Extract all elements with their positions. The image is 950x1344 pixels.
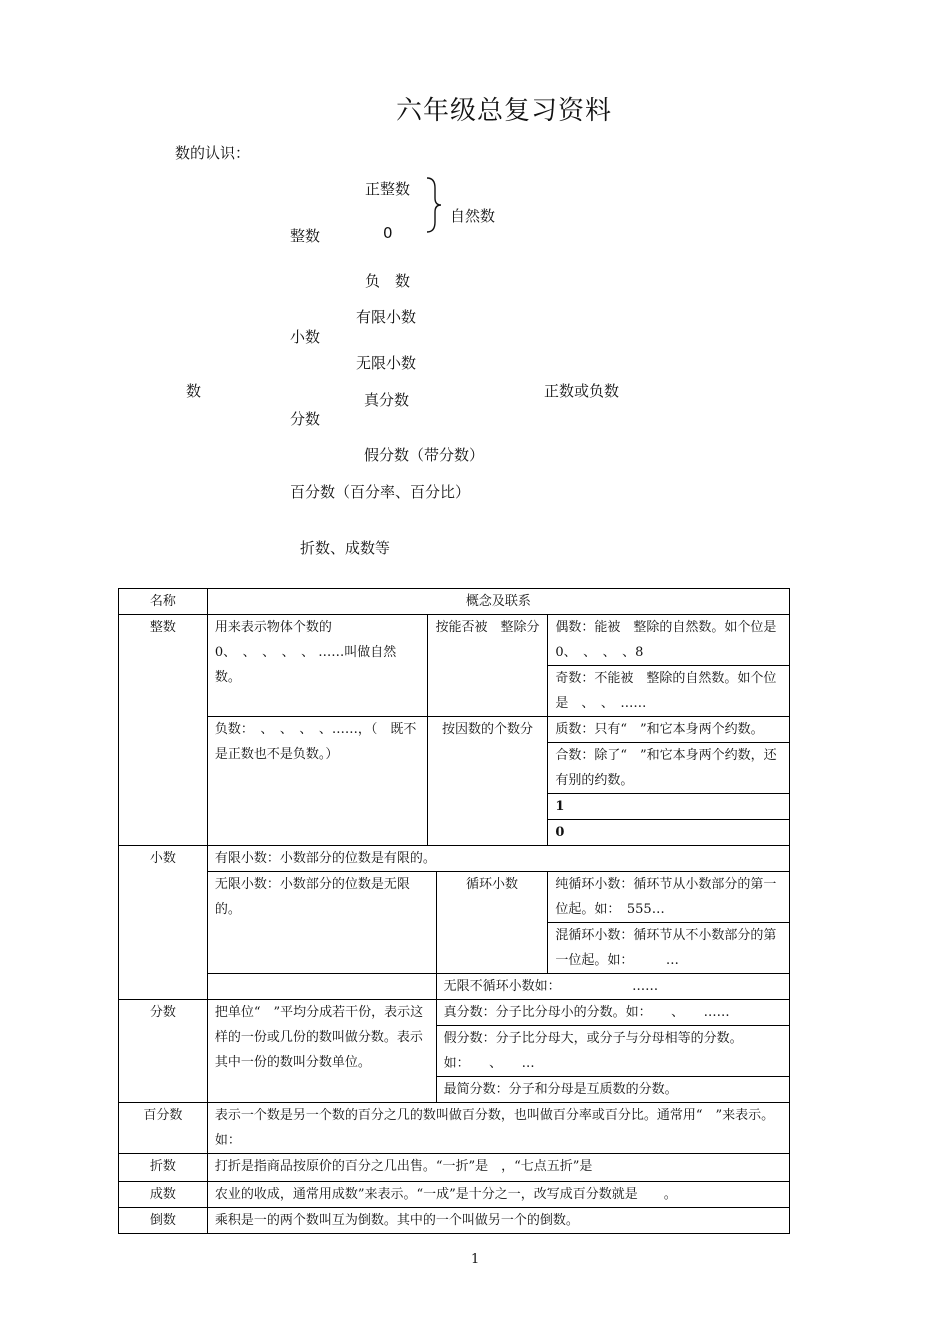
tree-infinite-decimal: 无限小数 — [356, 354, 417, 372]
simplest-fraction-def: 最简分数：分子和分母是互质数的分数。 — [436, 1077, 789, 1103]
pure-cyclic-def: 纯循环小数：循环节从小数部分的第一位起。如： 555… — [548, 872, 790, 923]
row-reciprocal-name: 倒数 — [119, 1208, 208, 1234]
by-factor-count: 按因数的个数分 — [427, 717, 548, 846]
tree-zero: 0 — [383, 224, 393, 242]
composite-def: 合数：除了“ ”和它本身两个约数，还有别的约数。 — [548, 743, 790, 794]
row-decimal-name: 小数 — [119, 846, 208, 1000]
concept-table — [118, 588, 790, 1234]
tree-pos-neg: 正数或负数 — [544, 382, 620, 400]
tree-natural: 自然数 — [450, 207, 496, 225]
cheng-def: 农业的收成，通常用成数”来表示。“一成”是十分之一，改写成百分数就是 。 — [207, 1182, 789, 1208]
tree-percent: 百分数（百分率、百分比） — [290, 483, 471, 501]
infinite-decimal-def: 无限小数：小数部分的位数是无限的。 — [207, 872, 436, 974]
percent-def: 表示一个数是另一个数的百分之几的数叫做百分数，也叫做百分率或百分比。通常用“ ”来表示。如： — [207, 1103, 789, 1154]
improper-fraction-def: 假分数：分子比分母大，或分子与分母相等的分数。如： 、 … — [436, 1026, 789, 1077]
brace-icon — [424, 176, 442, 234]
tree-proper: 真分数 — [364, 391, 410, 409]
finite-decimal-def: 有限小数：小数部分的位数是有限的。 — [207, 846, 789, 872]
tree-decimal: 小数 — [290, 328, 321, 346]
tree-positive-integer: 正整数 — [365, 180, 411, 198]
natural-def: 用来表示物体个数的0、 、 、 、 、 ……叫做自然数。 — [207, 615, 427, 717]
tree-negative: 负 数 — [365, 272, 411, 290]
fraction-def: 把单位“ ”平均分成若干份，表示这样的一份或几份的数叫做分数。表示其中一份的数叫分数单位。 — [207, 1000, 436, 1103]
tree-integer: 整数 — [290, 227, 321, 245]
tree-root: 数 — [186, 382, 202, 400]
tree-fraction: 分数 — [290, 410, 321, 428]
noncyclic-def: 无限不循环小数如： …… — [436, 974, 789, 1000]
mixed-cyclic-def: 混循环小数：循环节从不小数部分的第一位起。如： … — [548, 923, 790, 974]
section-heading: 数的认识： — [175, 144, 251, 162]
negative-def: 负数： 、 、 、 、……，（ 既不是正数也不是负数。） — [207, 717, 427, 846]
tree-improper: 假分数（带分数） — [364, 446, 485, 464]
reciprocal-def: 乘积是一的两个数叫互为倒数。其中的一个叫做另一个的倒数。 — [207, 1208, 789, 1234]
tree-finite-decimal: 有限小数 — [356, 308, 417, 326]
prime-def: 质数：只有“ ”和它本身两个约数。 — [548, 717, 790, 743]
row-cheng-name: 成数 — [119, 1182, 208, 1208]
noncyclic-spacer — [207, 974, 436, 1000]
page-number: 1 — [471, 1252, 480, 1267]
one-cell: 1 — [548, 794, 790, 820]
header-name: 名称 — [119, 589, 208, 615]
proper-fraction-def: 真分数：分子比分母小的分数。如： 、 …… — [436, 1000, 789, 1026]
row-percent-name: 百分数 — [119, 1103, 208, 1154]
row-integer-name: 整数 — [119, 615, 208, 846]
row-discount-name: 折数 — [119, 1154, 208, 1182]
page-title: 六年级总复习资料 — [396, 96, 613, 126]
tree-discount: 折数、成数等 — [300, 539, 391, 557]
odd-def: 奇数：不能被 整除的自然数。如个位是 、 、 …… — [548, 666, 790, 717]
row-fraction-name: 分数 — [119, 1000, 208, 1103]
discount-def: 打折是指商品按原价的百分之几出售。“一折”是 ，“七点五折”是 — [207, 1154, 789, 1182]
cyclic-decimal: 循环小数 — [436, 872, 548, 974]
even-def: 偶数：能被 整除的自然数。如个位是 0、 、 、 、8 — [548, 615, 790, 666]
by-divisibility: 按能否被 整除分 — [427, 615, 548, 717]
header-concept: 概念及联系 — [207, 589, 789, 615]
zero-cell: 0 — [548, 820, 790, 846]
